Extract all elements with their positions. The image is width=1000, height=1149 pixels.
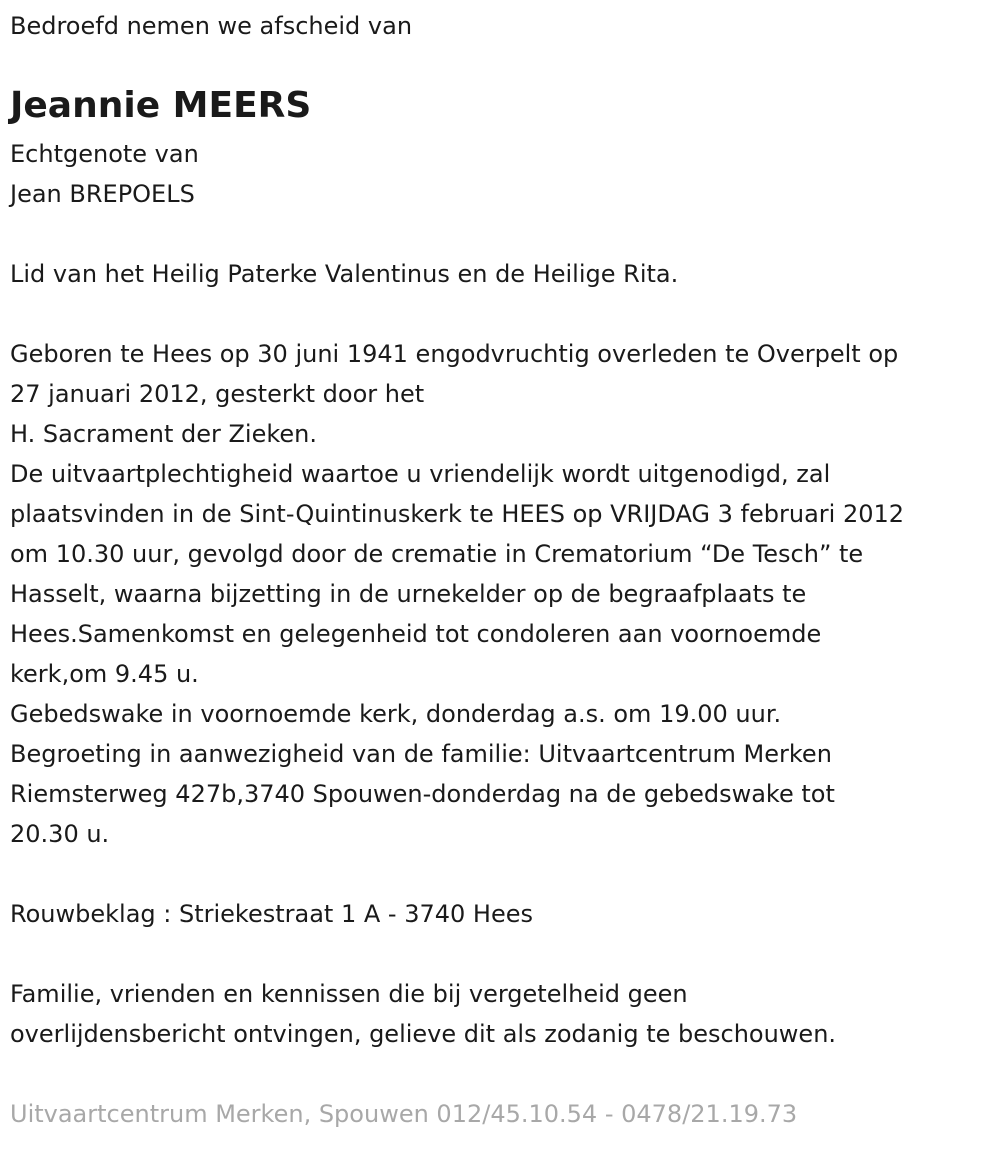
body-line: Gebedswake in voornoemde kerk, donderdag a.s. om 19.00 uur. [10,700,782,728]
body-line: Geboren te Hees op 30 juni 1941 engodvruchtig overleden te Overpelt op [10,340,899,368]
spouse-block [10,134,995,214]
membership-text [10,254,995,294]
body-line: Hees.Samenkomst en gelegenheid tot condoleren aan voornoemde [10,620,822,648]
body-line: Riemsterweg 427b,3740 Spouwen-donderdag na de gebedswake tot [10,780,835,808]
body-line: 27 januari 2012, gesterkt door het [10,380,425,408]
spouse-name: Jean BREPOELS [10,180,195,208]
funeral-details [10,334,995,854]
body-line: plaatsvinden in de Sint-Quintinuskerk te HEES op VRIJDAG 3 februari 2012 [10,500,905,528]
closing-line: Familie, vrienden en kennissen die bij vergetelheid geen [10,980,688,1008]
body-line: kerk,om 9.45 u. [10,660,199,688]
membership-line: Lid van het Heilig Paterke Valentinus en de Heilige Rita. [10,260,679,288]
funeral-home-contact: Uitvaartcentrum Merken, Spouwen 012/45.10.54 - 0478/21.19.73 [10,1100,798,1128]
closing-line: overlijdensbericht ontvingen, gelieve dit als zodanig te beschouwen. [10,1020,837,1048]
body-line: om 10.30 uur, gevolgd door de crematie in Crematorium “De Tesch” te [10,540,864,568]
intro-text: Bedroefd nemen we afscheid van [10,12,413,40]
body-line: Begroeting in aanwezigheid van de familie: Uitvaartcentrum Merken [10,740,832,768]
condolence-line: Rouwbeklag : Striekestraat 1 A - 3740 Hees [10,900,533,928]
condolence-address [10,894,995,934]
body-line: Hasselt, waarna bijzetting in de urnekelder op de begraafplaats te [10,580,807,608]
deceased-name: Jeannie MEERS [10,85,312,126]
body-line: H. Sacrament der Zieken. [10,420,318,448]
closing-note [10,974,995,1054]
body-line: 20.30 u. [10,820,110,848]
body-line: De uitvaartplechtigheid waartoe u vriendelijk wordt uitgenodigd, zal [10,460,831,488]
spouse-label: Echtgenote van [10,140,199,168]
